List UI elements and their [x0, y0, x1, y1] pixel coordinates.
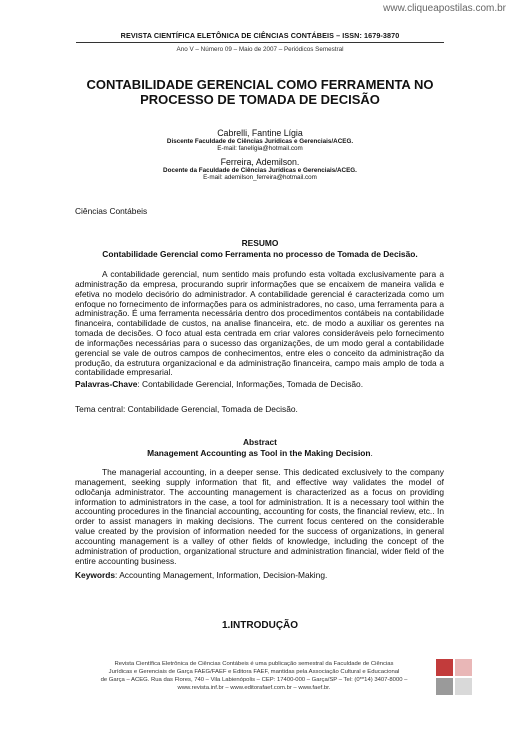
keywords-text: : Accounting Management, Information, Decision-Making. [115, 570, 328, 580]
footer-line: Revista Científica Eletrônica de Ciências Contábeis é uma publicação semestral da Faculdade de Ciências [114, 661, 394, 667]
title-line: PROCESSO DE TOMADA DE DECISÃO [140, 92, 380, 107]
keywords-text: : Contabilidade Gerencial, Informações, Tomada de Decisão. [137, 379, 364, 389]
abstract-subtitle-text: Management Accounting as Tool in the Making Decision [147, 448, 371, 458]
footer-line: Jurídicas e Gerenciais de Garça FAEG/FAEF e Editora FAEF, mantidas pela Associação Cultural e Educacional [108, 669, 400, 676]
resumo-subtitle: Contabilidade Gerencial como Ferramenta no processo de Tomada de Decisão. [102, 249, 418, 259]
author-email: E-mail: ademilson_ferreira@hotmail.com [203, 174, 317, 181]
footer-line: www.revista.inf.br – www.editorafaef.com.br – www.faef.br. [177, 685, 331, 692]
author-block [0, 157, 520, 181]
resumo-body: A contabilidade gerencial, num sentido mais profundo esta voltada exclusivamente para a administração da empresa, procurando suprir informações que se encaixem de maneira valida e efetiva no modelo decisório do administrador. A contabilidade gerencial é caracterizada como um enfoque no fornecimento de informações para os administradores, no caso, uma ferramenta para a administração. É uma ferramenta necessária dentro dos procedimentos contábeis na contabilidade financeira, contabilidade de custos, na analise financeira, etc. de modo a auxiliar os gerentes na tomada de decisões. O foco atual esta centrada em criar valores consideráveis pelo fornecimento de informações necessárias para o sucesso das organizações, de um modo geral a contabilidade gerencial se vale de outros campos de conhecimentos, entre eles o conceito da administração da produção, da estrutura organizacional e da administração financeira, campo mais amplo de toda a contabilidade empresarial. [75, 269, 444, 378]
issue-info: Ano V – Número 09 – Maio de 2007 – Periódicos Semestral [176, 46, 344, 53]
abstract-subtitle-end: . [370, 448, 373, 458]
abstract-body: The managerial accounting, in a deeper sense. This dedicated exclusively to the company management, seeking supply information that fit, and effective way validates the model of odločanja administrator. The accounting management is characterized as a focus on providing information to administrators in the case, a tool for administration. It is a necessary tool within the accounting procedures in the financial accounting, accounting for costs, the financial review, etc.. In order to assist managers in making decisions. The current focus centered on the considerable value created by the provision of information needed for the success of organizations, in general accounting management is a valley of other fields of knowledge, including the concept of the administration of production, organizational structure and administration financial, wider field of the entire accounting business. [75, 467, 444, 566]
subject-area: Ciências Contábeis [75, 206, 148, 216]
logo-square-red [436, 659, 453, 676]
keywords-label: Palavras-Chave [75, 379, 138, 389]
resumo-keywords [75, 379, 444, 389]
logo-square-grey [436, 678, 453, 695]
author-block [0, 128, 520, 152]
abstract-subtitle [0, 448, 520, 458]
logo-square-light [455, 678, 472, 695]
section-heading: 1.INTRODUÇÃO [221, 620, 299, 631]
watermark-url[interactable]: www.cliqueapostilas.com.br [383, 3, 506, 14]
logo-square-pink [455, 659, 472, 676]
paper-title [60, 77, 460, 107]
journal-footer [78, 660, 430, 692]
header-divider [76, 42, 444, 43]
abstract-heading: Abstract [243, 437, 277, 447]
author-name: Ferreira, Ademilson. [220, 157, 300, 167]
author-affiliation: Docente da Faculdade de Ciências Jurídicas e Gerenciais/ACEG. [163, 167, 357, 174]
author-email: E-mail: fanelígia@hotmail.com [217, 145, 303, 152]
abstract-keywords [75, 570, 444, 580]
central-theme: Tema central: Contabilidade Gerencial, Tomada de Decisão. [75, 404, 298, 414]
resumo-heading: RESUMO [241, 238, 279, 248]
journal-header: REVISTA CIENTÍFICA ELETÔNICA DE CIÊNCIAS CONTÁBEIS – ISSN: 1679-3870 [120, 31, 400, 40]
keywords-label: Keywords [75, 570, 116, 580]
author-name: Cabrelli, Fantine Lígia [217, 128, 303, 138]
title-line: CONTABILIDADE GERENCIAL COMO FERRAMENTA NO [86, 77, 434, 92]
journal-logo [436, 659, 472, 695]
footer-line: de Garça – ACEG. Rua das Flores, 740 – Vila Labienópolis – CEP: 17400-000 – Garça/SP – Tel: (0**14) 3407-8000 – [100, 677, 408, 684]
author-affiliation: Discente Faculdade de Ciências Jurídicas e Gerenciais/ACEG. [166, 138, 354, 145]
